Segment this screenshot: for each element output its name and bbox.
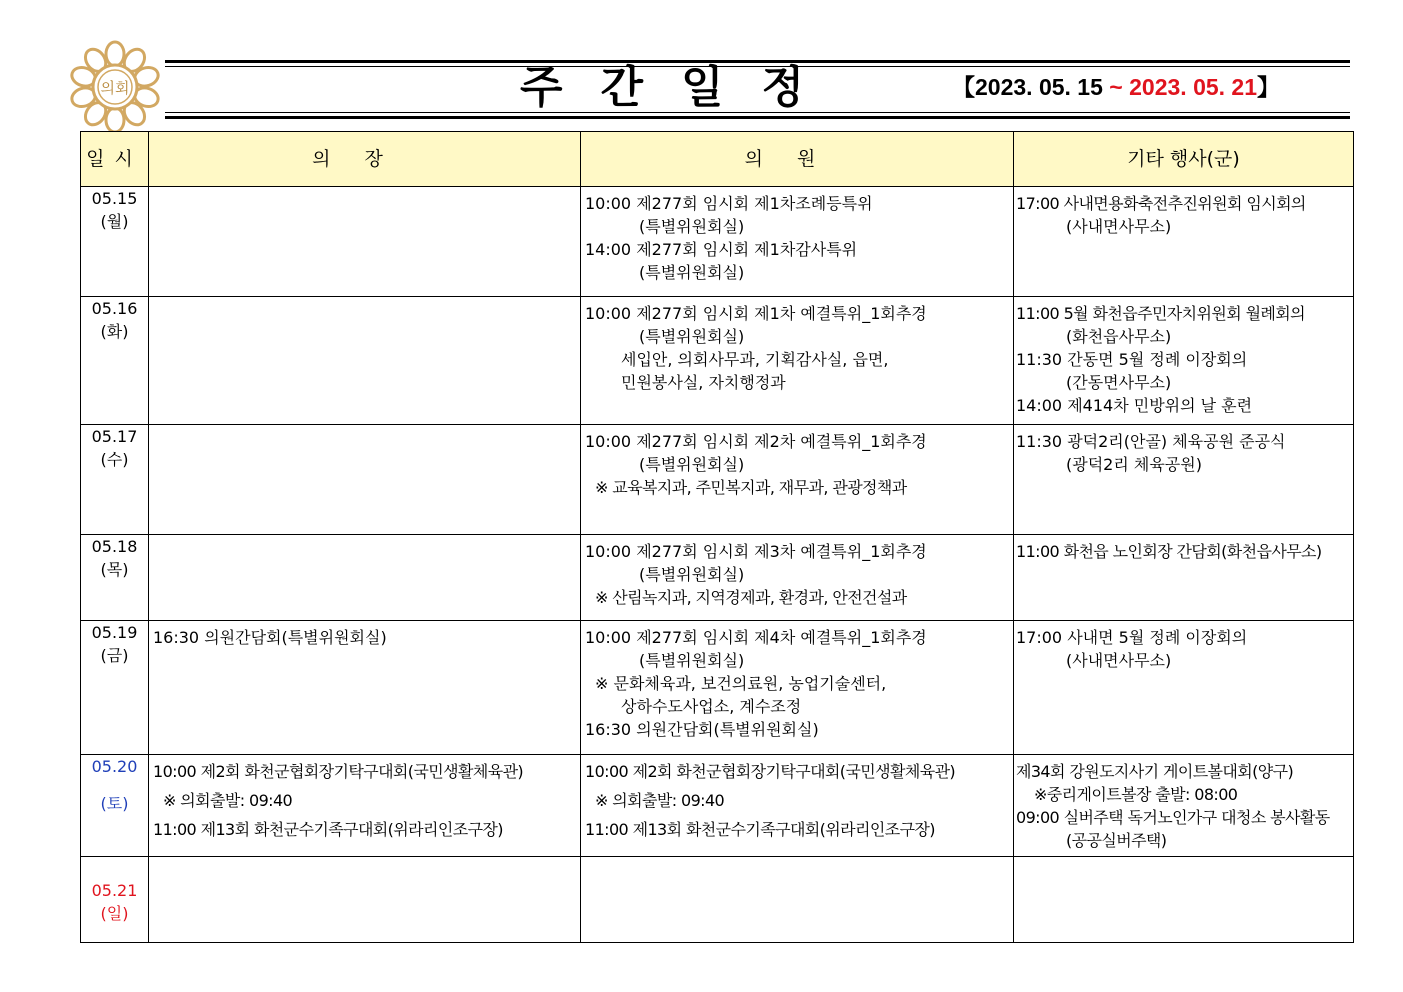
- table-row: [81, 535, 1354, 621]
- member-cell: 10:00 제277회 임시회 제3차 예결특위_1회추경 (특별위원회실) ※ 산림녹지과, 지역경제과, 환경과, 안전건설과: [581, 535, 1014, 621]
- period-close: 】: [1257, 74, 1281, 100]
- date-cell: 05.18 (목): [81, 535, 149, 621]
- table-row: [81, 297, 1354, 425]
- member-cell: 10:00 제277회 임시회 제1차 예결특위_1회추경 (특별위원회실) 세입안, 의회사무과, 기획감사실, 읍면, 민원봉사실, 자치행정과: [581, 297, 1014, 425]
- date-cell: 05.21 (일): [81, 857, 149, 943]
- period-end: 2023. 05. 21: [1122, 74, 1258, 100]
- council-emblem: [68, 40, 162, 134]
- schedule-period: [952, 70, 1280, 104]
- table-row: [81, 755, 1354, 857]
- chair-cell: [149, 535, 581, 621]
- member-cell: 10:00 제277회 임시회 제1차조례등특위 (특별위원회실) 14:00 제277회 임시회 제1차감사특위 (특별위원회실): [581, 187, 1014, 297]
- emblem-text: 의회: [100, 79, 130, 97]
- date-cell: 05.19 (금): [81, 621, 149, 755]
- date-cell: 05.20 (토): [81, 755, 149, 857]
- chair-cell: 10:00 제2회 화천군협회장기탁구대회(국민생활체육관) ※ 의회출발: 09:40 11:00 제13회 화천군수기족구대회(위라리인조구장): [149, 755, 581, 857]
- chair-cell: [149, 425, 581, 535]
- chair-cell: 16:30 의원간담회(특별위원회실): [149, 621, 581, 755]
- other-cell: 11:00 화천읍 노인회장 간담회(화천읍사무소): [1014, 535, 1354, 621]
- page-title: 주간일정: [520, 62, 843, 113]
- date-cell: 05.15 (월): [81, 187, 149, 297]
- title-rule-bottom: [165, 116, 1350, 119]
- other-cell: [1014, 857, 1354, 943]
- table-row: [81, 621, 1354, 755]
- table-row: [81, 857, 1354, 943]
- other-cell: 제34회 강원도지사기 게이트볼대회(양구) ※중리게이트볼장 출발: 08:00 09:00 실버주택 독거노인가구 대청소 봉사활동 (공공실버주택): [1014, 755, 1354, 857]
- weekly-schedule-table: [80, 131, 1354, 943]
- member-cell: 10:00 제277회 임시회 제4차 예결특위_1회추경 (특별위원회실) ※ 문화체육과, 보건의료원, 농업기술센터, 상하수도사업소, 계수조정 16:30 의원간담회(특별위원회실): [581, 621, 1014, 755]
- table-header-row: [81, 132, 1354, 187]
- chair-cell: [149, 857, 581, 943]
- col-header-chair: 의장: [149, 132, 581, 187]
- member-cell: 10:00 제2회 화천군협회장기탁구대회(국민생활체육관) ※ 의회출발: 09:40 11:00 제13회 화천군수기족구대회(위라리인조구장): [581, 755, 1014, 857]
- chair-cell: [149, 187, 581, 297]
- period-tilde: ~: [1109, 74, 1123, 100]
- col-header-date: 일시: [81, 132, 149, 187]
- date-cell: 05.16 (화): [81, 297, 149, 425]
- chair-cell: [149, 297, 581, 425]
- other-cell: 11:00 5월 화천읍주민자치위원회 월례회의 (화천읍사무소) 11:30 간동면 5월 정례 이장회의 (간동면사무소) 14:00 제414차 민방위의 날 훈련: [1014, 297, 1354, 425]
- col-header-other: 기타 행사(군): [1014, 132, 1354, 187]
- col-header-member: 의원: [581, 132, 1014, 187]
- table-row: [81, 425, 1354, 535]
- date-cell: 05.17 (수): [81, 425, 149, 535]
- table-row: [81, 187, 1354, 297]
- period-open: 【2023. 05. 15: [952, 74, 1110, 100]
- member-cell: 10:00 제277회 임시회 제2차 예결특위_1회추경 (특별위원회실) ※ 교육복지과, 주민복지과, 재무과, 관광정책과: [581, 425, 1014, 535]
- member-cell: [581, 857, 1014, 943]
- other-cell: 17:00 사내면 5월 정례 이장회의 (사내면사무소): [1014, 621, 1354, 755]
- other-cell: 17:00 사내면용화축전추진위원회 임시회의 (사내면사무소): [1014, 187, 1354, 297]
- other-cell: 11:30 광덕2리(안골) 체육공원 준공식 (광덕2리 체육공원): [1014, 425, 1354, 535]
